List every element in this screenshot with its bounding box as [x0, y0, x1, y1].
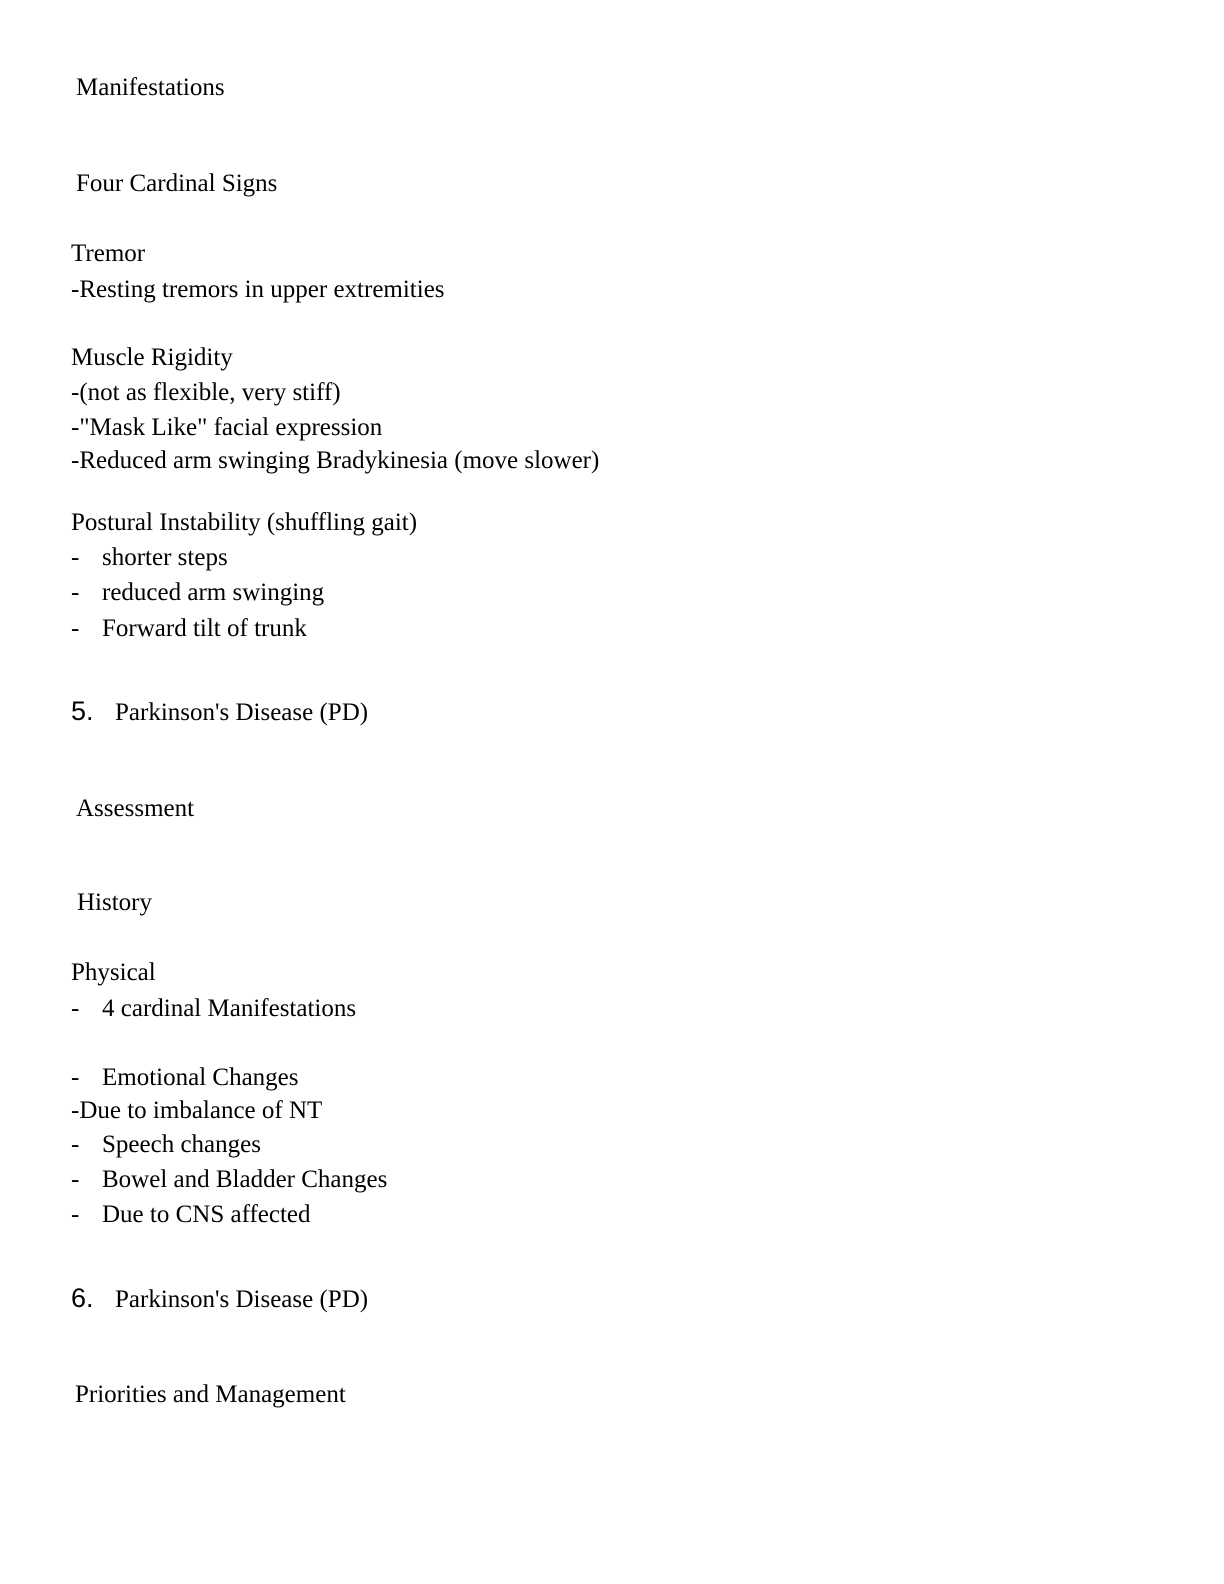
four-cardinal-signs-heading: Four Cardinal Signs	[76, 170, 278, 197]
dash-bullet: -	[71, 995, 80, 1022]
list-item-text: reduced arm swinging	[102, 579, 325, 606]
list-item-text: Emotional Changes	[102, 1064, 299, 1091]
item-number: 5.	[71, 696, 94, 726]
rigidity-title: Muscle Rigidity	[71, 344, 233, 371]
dash-bullet: -	[71, 1131, 80, 1158]
tremor-line: -Resting tremors in upper extremities	[71, 276, 445, 303]
priorities-heading: Priorities and Management	[75, 1381, 346, 1408]
list-item-text: Due to CNS affected	[102, 1201, 311, 1228]
rigidity-line: -"Mask Like" facial expression	[71, 414, 383, 441]
rigidity-line: -Reduced arm swinging Bradykinesia (move slower)	[71, 447, 600, 474]
list-item-text: Forward tilt of trunk	[102, 615, 307, 642]
dash-bullet: -	[71, 1201, 80, 1228]
list-item-text: shorter steps	[102, 544, 228, 571]
dash-bullet: -	[71, 1064, 80, 1091]
postural-title: Postural Instability (shuffling gait)	[71, 509, 418, 536]
dash-bullet: -	[71, 544, 80, 571]
list-item-text: 4 cardinal Manifestations	[102, 995, 357, 1022]
dash-bullet: -	[71, 615, 80, 642]
item-number: 6.	[71, 1283, 94, 1313]
item-title: Parkinson's Disease (PD)	[115, 1286, 369, 1313]
manifestations-heading: Manifestations	[76, 74, 225, 101]
list-item-text: Bowel and Bladder Changes	[102, 1166, 388, 1193]
dash-bullet: -	[71, 579, 80, 606]
tremor-title: Tremor	[71, 240, 146, 267]
rigidity-line: -(not as flexible, very stiff)	[71, 379, 341, 406]
history-heading: History	[77, 889, 152, 916]
list-item-text: Speech changes	[102, 1131, 261, 1158]
item-title: Parkinson's Disease (PD)	[115, 699, 369, 726]
dash-bullet: -	[71, 1166, 80, 1193]
physical-note: -Due to imbalance of NT	[71, 1097, 323, 1124]
physical-title: Physical	[71, 959, 156, 986]
assessment-heading: Assessment	[76, 795, 195, 822]
